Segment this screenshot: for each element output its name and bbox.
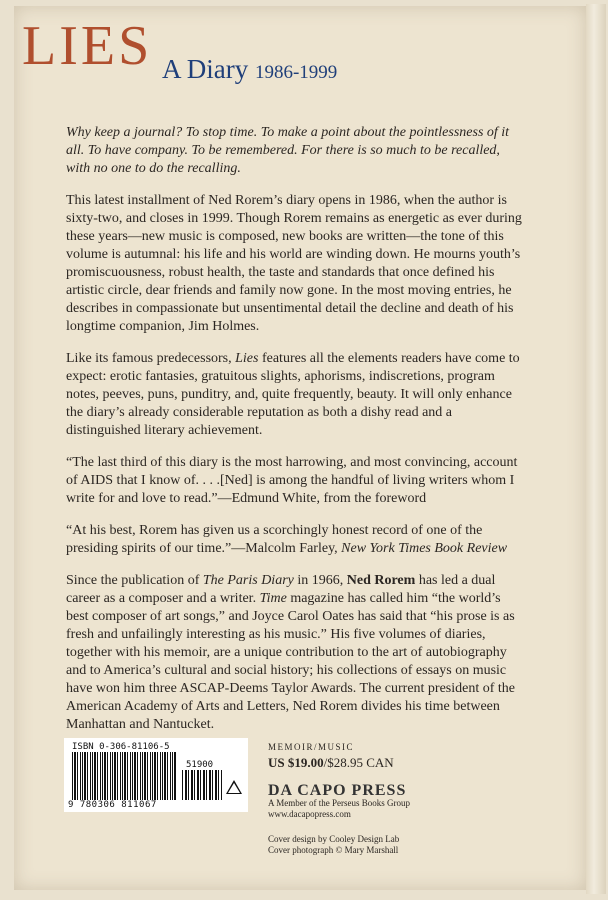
publisher-website: www.dacapopress.com (268, 809, 351, 819)
cover-credits (268, 834, 508, 856)
quote-malcolm-farley (66, 522, 526, 558)
features-lead: Like its famous predecessors, (66, 351, 232, 366)
epigraph: Why keep a journal? To stop time. To make a point about the pointlessness of it all. To have company. To be remembered. For there is so much to be recalled, with no one to do the recalling. (66, 125, 510, 176)
features-title: Lies (235, 351, 259, 366)
blurb-text (66, 124, 526, 748)
price-barcode-bars (182, 770, 222, 800)
subtitle-text: A Diary (162, 54, 249, 84)
price-us: US $19.00 (268, 755, 324, 770)
publisher-block (268, 740, 508, 856)
quote2-text: “At his best, Rorem has given us a scorchingly honest record of one of the presiding spirits of our time.”—Malcolm Farley, (66, 523, 483, 556)
price-can: /$28.95 CAN (323, 755, 394, 770)
barcode-bars (72, 752, 176, 800)
isbn-text: ISBN 0-306-81106-5 (72, 742, 170, 752)
bio-part-1: Since the publication of (66, 573, 200, 588)
triangle-icon (226, 780, 242, 794)
book-title: LIES (22, 15, 153, 77)
bio-part-4: magazine has called him “the world’s best composer of art songs,” and Joyce Carol Oates has said that “his prose is as fresh and unfailingly interesting as his music.” His five volumes of diaries, together with his memoir, are a unique contribution to the art of autobiography and to America’s cultural and social history; his collections of essays on music have won him three ASCAP-Deems Taylor Awards. The current president of the American Academy of Arts and Letters, Ned Rorem divides his time between Manhattan and Nantucket. (66, 591, 516, 732)
bio-part-2: in 1966, (297, 573, 344, 588)
category-label: MEMOIR/MUSIC (268, 742, 355, 752)
paragraph-summary: This latest installment of Ned Rorem’s diary opens in 1986, when the author is sixty-two, and closes in 1999. Though Rorem remains as energetic as ever during these years—new music is composed, new books are written—the tone of this volume is autumnal: his life and his world are winding down. He mourns youth’s promiscuousness, robust health, the taste and standards that once defined his artistic circle, dear friends and family now gone. In the most moving entries, he describes in compassionate but unsentimental detail the decline and death of his longtime companion, Jim Holmes. (66, 193, 522, 334)
cover-design-credit: Cover design by Cooley Design Lab (268, 834, 400, 844)
barcode-label (64, 738, 248, 812)
subtitle-years: 1986-1999 (254, 62, 338, 83)
cover-photo-credit: Cover photograph © Mary Marshall (268, 845, 399, 855)
paragraph-features (66, 350, 526, 440)
page-edge (586, 4, 606, 894)
price-code: 51900 (186, 760, 214, 770)
publisher-name: DA CAPO PRESS (268, 782, 407, 799)
book-subtitle (162, 56, 337, 83)
quote2-source: New York Times Book Review (341, 541, 508, 556)
features-rest: features all the elements readers have come to expect: erotic fantasies, gratuitous slights, aphorisms, indiscretions, program notes, peeves, puns, punditry, and, quite frequently, beauty. It will only enhance the diary’s already considerable reputation as both a dishy read and a distinguished literary achievement. (66, 351, 520, 438)
bio-part-3: has led a dual career as a composer and a writer. (66, 573, 496, 606)
bio-name: Ned Rorem (346, 573, 416, 588)
ean-digits: 9 780306 811067 (68, 800, 157, 810)
quote-edmund-white: “The last third of this diary is the most harrowing, and most convincing, account of AIDS that I know of. . . .[Ned] is among the handful of living writers whom I write for and love to read.”—Edmund White, from the foreword (66, 455, 518, 506)
price-label (268, 756, 508, 770)
bio-magazine: Time (259, 591, 287, 606)
bio-book: The Paris Diary (202, 573, 294, 588)
publisher-member: A Member of the Perseus Books Group (268, 798, 410, 808)
author-bio (66, 572, 526, 734)
